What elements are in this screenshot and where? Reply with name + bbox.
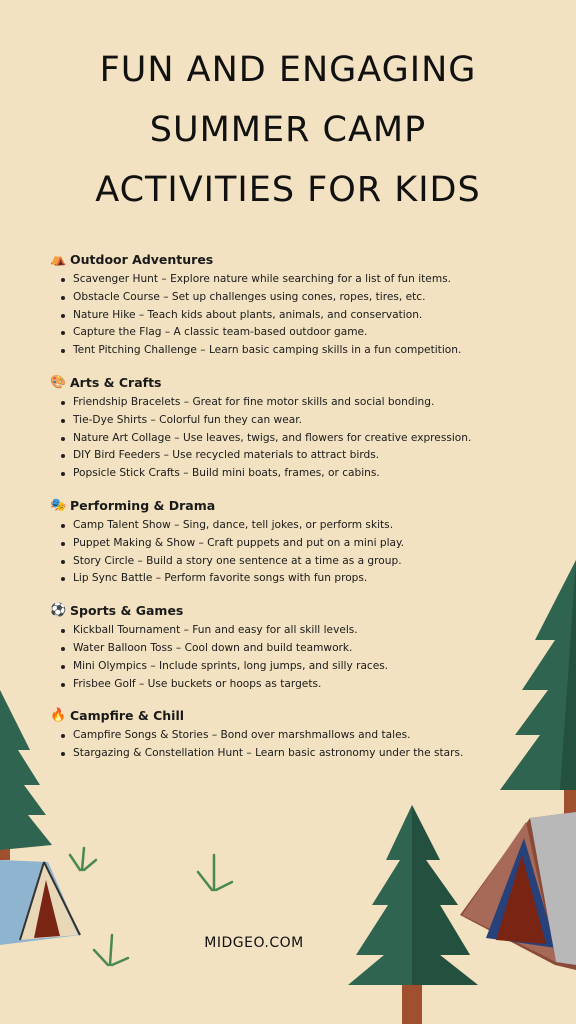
list-item: Capture the Flag – A classic team-based outdoor game. — [60, 324, 550, 342]
section-heading — [50, 602, 550, 620]
title-line-2: SUMMER CAMP — [149, 110, 427, 150]
list-item: Nature Hike – Teach kids about plants, animals, and conservation. — [60, 307, 550, 325]
section-performing-drama — [50, 497, 550, 588]
list-item: Story Circle – Build a story one sentence at a time as a group. — [60, 553, 550, 571]
list-item: Puppet Making & Show – Craft puppets and put on a mini play. — [60, 535, 550, 553]
section-heading — [50, 707, 550, 725]
list-item: Obstacle Course – Set up challenges using cones, ropes, tires, etc. — [60, 289, 550, 307]
list-item: Kickball Tournament – Fun and easy for all skill levels. — [60, 622, 550, 640]
list-item: Campfire Songs & Stories – Bond over marshmallows and tales. — [60, 727, 550, 745]
section-title: Sports & Games — [70, 603, 184, 619]
section-outdoor-adventures — [50, 251, 550, 360]
section-title: Performing & Drama — [70, 497, 216, 513]
page-title — [0, 40, 576, 220]
theater-masks-icon: 🎭 — [50, 497, 67, 513]
list-item: Nature Art Collage – Use leaves, twigs, and flowers for creative expression. — [60, 430, 550, 448]
section-arts-crafts — [50, 374, 550, 483]
section-heading — [50, 497, 550, 515]
activity-list — [50, 727, 550, 763]
palette-icon: 🎨 — [50, 374, 67, 390]
footer-website: MIDGEO.COM — [204, 935, 304, 951]
section-title: Campfire & Chill — [70, 708, 185, 724]
list-item: Lip Sync Battle – Perform favorite songs with fun props. — [60, 570, 550, 588]
title-line-3: ACTIVITIES FOR KIDS — [95, 170, 481, 210]
section-campfire-chill — [50, 707, 550, 763]
section-heading — [50, 251, 550, 269]
list-item: Scavenger Hunt – Explore nature while searching for a list of fun items. — [60, 271, 550, 289]
section-title: Outdoor Adventures — [70, 252, 214, 267]
pine-tree-center — [348, 805, 478, 1024]
list-item: Tent Pitching Challenge – Learn basic camping skills in a fun competition. — [60, 342, 550, 360]
activity-list — [50, 271, 550, 360]
list-item: Camp Talent Show – Sing, dance, tell jokes, or perform skits. — [60, 517, 550, 535]
activity-list — [50, 622, 550, 693]
list-item: Popsicle Stick Crafts – Build mini boats, frames, or cabins. — [60, 465, 550, 483]
list-item: Mini Olympics – Include sprints, long jumps, and silly races. — [60, 658, 550, 676]
list-item: Water Balloon Toss – Cool down and build teamwork. — [60, 640, 550, 658]
list-item: Friendship Bracelets – Great for fine motor skills and social bonding. — [60, 394, 550, 412]
fire-icon: 🔥 — [50, 708, 67, 724]
list-item: Tie-Dye Shirts – Colorful fun they can wear. — [60, 412, 550, 430]
soccer-ball-icon: ⚽ — [50, 603, 67, 619]
title-line-1: FUN AND ENGAGING — [99, 50, 477, 90]
section-heading — [50, 374, 550, 392]
section-sports-games — [50, 602, 550, 693]
section-title: Arts & Crafts — [70, 374, 162, 390]
tent-left — [0, 860, 80, 945]
list-item: Frisbee Golf – Use buckets or hoops as targets. — [60, 676, 550, 694]
list-item: DIY Bird Feeders – Use recycled materials to attract birds. — [60, 447, 550, 465]
activity-list — [50, 394, 550, 483]
list-item: Stargazing & Constellation Hunt – Learn basic astronomy under the stars. — [60, 745, 550, 763]
pine-tree-left — [0, 690, 52, 860]
tent-icon: ⛺ — [50, 252, 67, 267]
activity-list — [50, 517, 550, 588]
activity-sections — [50, 251, 550, 777]
